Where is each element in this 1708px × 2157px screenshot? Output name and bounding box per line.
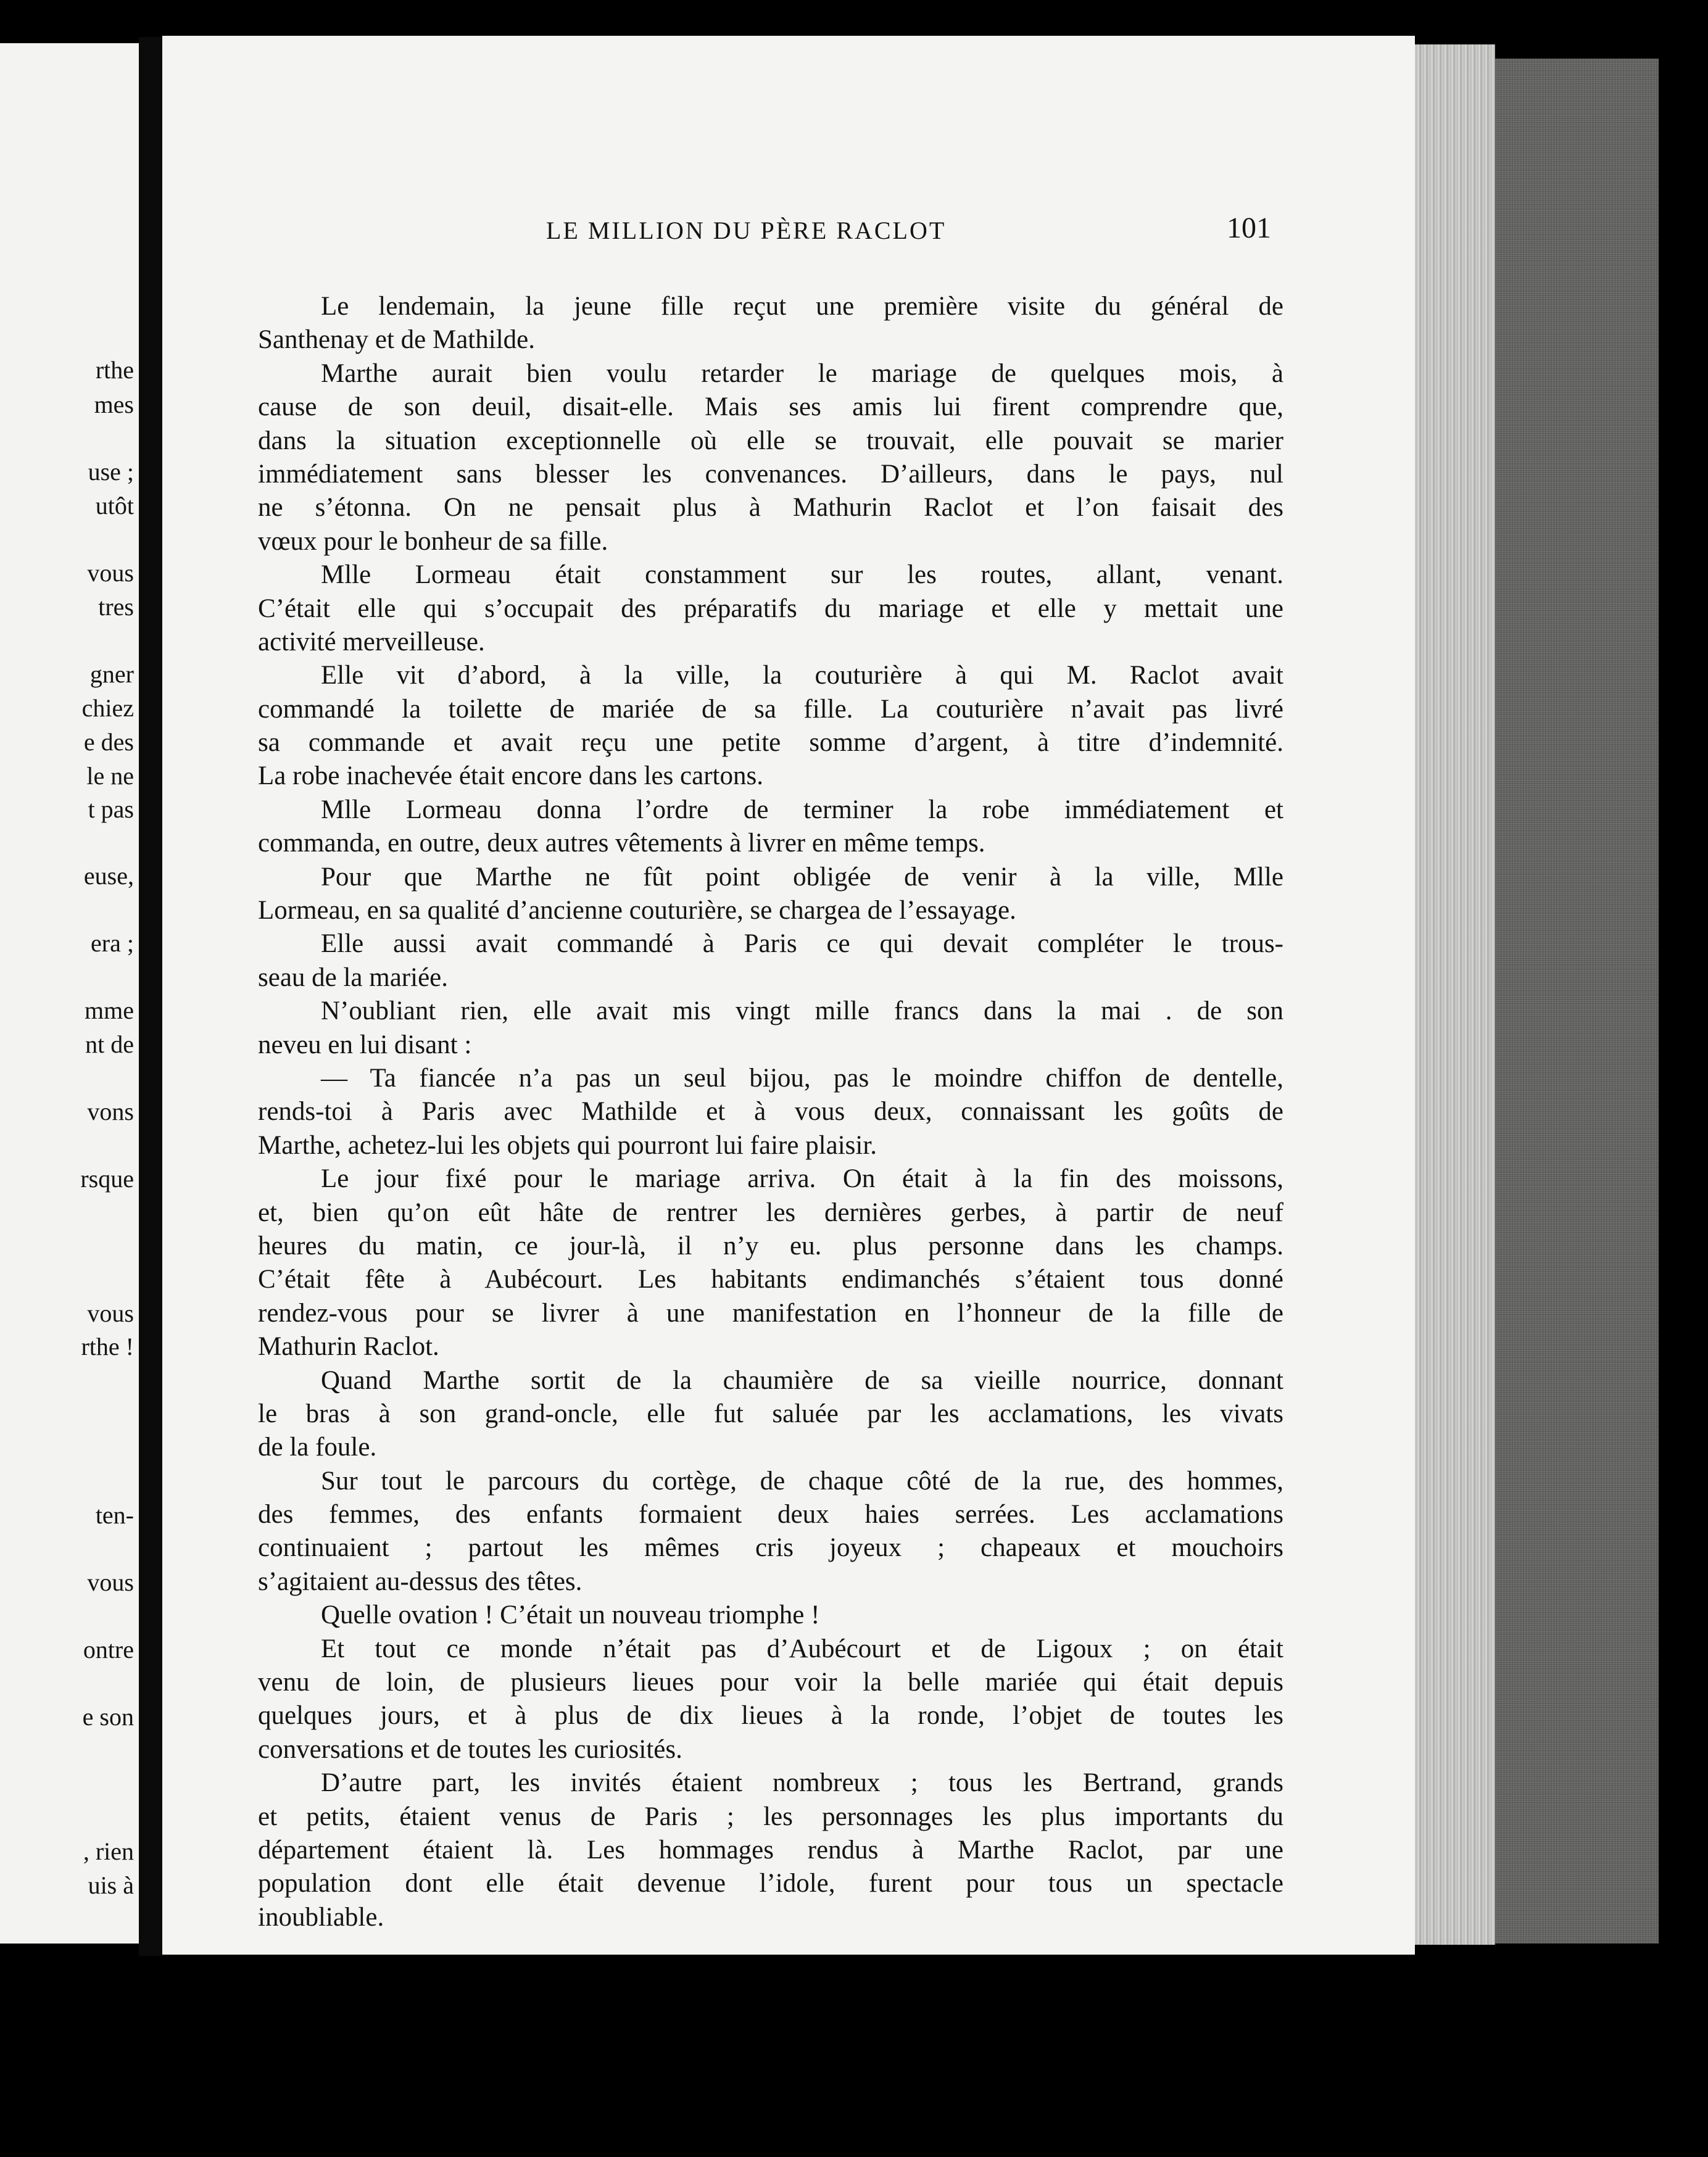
text-line: D’autre part, les invités étaient nombreux ; tous les Bertrand, grands — [321, 1768, 1283, 1798]
text-line: heures du matin, ce jour-là, il n’y eu. plus personne dans les champs. — [258, 1231, 1283, 1261]
running-title: LE MILLION DU PÈRE RACLOT — [546, 217, 947, 244]
left-page-fragment: vous — [87, 1568, 134, 1596]
text-line: Marthe, achetez-lui les objets qui pourront lui faire plaisir. — [258, 1130, 877, 1160]
left-page-fragment: mme — [85, 996, 134, 1024]
left-page-fragment: euse, — [83, 862, 134, 890]
text-line: cause de son deuil, disait-elle. Mais ses amis lui firent comprendre que, — [258, 392, 1283, 422]
text-line: sa commande et avait reçu une petite somme d’argent, à titre d’indemnité. — [258, 728, 1283, 758]
left-page-fragment: t pas — [88, 795, 134, 823]
page-edges — [1415, 44, 1495, 1945]
text-line: et petits, étaient venus de Paris ; les personnages les plus importants du — [258, 1802, 1283, 1831]
left-page-fragment: chiez — [81, 694, 134, 722]
text-line: La robe inachevée était encore dans les cartons. — [258, 761, 763, 791]
left-page-fragment: ten- — [95, 1501, 134, 1529]
text-line: — Ta fiancée n’a pas un seul bijou, pas le moindre chiffon de dentelle, — [321, 1063, 1283, 1093]
text-line: neveu en lui disant : — [258, 1030, 472, 1059]
text-line: N’oubliant rien, elle avait mis vingt mille francs dans la mai . de son — [321, 996, 1283, 1026]
book-gutter — [139, 37, 162, 1956]
text-line: Sur tout le parcours du cortège, de chaque côté de la rue, des hommes, — [321, 1466, 1283, 1496]
left-page-fragment: rsque — [80, 1165, 134, 1193]
text-line: seau de la mariée. — [258, 963, 448, 992]
text-line: Elle vit d’abord, à la ville, la couturière à qui M. Raclot avait — [321, 661, 1283, 690]
text-line: de la foule. — [258, 1433, 377, 1462]
text-line: Lormeau, en sa qualité d’ancienne couturière, se chargea de l’essayage. — [258, 896, 1016, 925]
left-page-fragment: e des — [83, 728, 134, 756]
text-line: Santhenay et de Mathilde. — [258, 325, 535, 355]
text-line: Pour que Marthe ne fût point obligée de venir à la ville, Mlle — [321, 862, 1283, 892]
running-header — [358, 211, 1271, 248]
left-page-fragment: vous — [87, 559, 134, 587]
text-line: inoubliable. — [258, 1902, 384, 1932]
text-line: Quand Marthe sortit de la chaumière de sa vieille nourrice, donnant — [321, 1365, 1283, 1395]
text-line: des femmes, des enfants formaient deux haies serrées. Les acclamations — [258, 1500, 1283, 1530]
text-line: quelques jours, et à plus de dix lieues à la ronde, l’objet de toutes les — [258, 1701, 1283, 1731]
text-line: rendez-vous pour se livrer à une manifestation en l’honneur de la fille de — [258, 1298, 1283, 1328]
text-line: Mlle Lormeau était constamment sur les routes, allant, venant. — [321, 560, 1283, 590]
text-line: Elle aussi avait commandé à Paris ce qui devait compléter le trous- — [321, 929, 1283, 959]
left-page-fragment: rthe — [95, 356, 134, 384]
text-line: commandé la toilette de mariée de sa fille. La couturière n’avait pas livré — [258, 694, 1283, 724]
text-line: Quelle ovation ! C’était un nouveau triomphe ! — [321, 1600, 820, 1630]
left-page-fragment: rthe ! — [81, 1333, 134, 1360]
text-line: conversations et de toutes les curiosités. — [258, 1734, 682, 1764]
left-page-fragment: , rien — [83, 1837, 134, 1865]
left-page-fragment: mes — [94, 391, 134, 418]
text-line: immédiatement sans blesser les convenances. D’ailleurs, dans le pays, nul — [258, 459, 1283, 489]
text-line: Mathurin Raclot. — [258, 1332, 439, 1362]
left-page-fragment: use ; — [88, 458, 134, 486]
text-line: rends-toi à Paris avec Mathilde et à vous deux, connaissant les goûts de — [258, 1097, 1283, 1127]
left-page-fragment: le ne — [86, 762, 134, 790]
text-line: venu de loin, de plusieurs lieues pour voir la belle mariée qui était depuis — [258, 1668, 1283, 1697]
text-line: population dont elle était devenue l’idole, furent pour tous un spectacle — [258, 1869, 1283, 1898]
left-page-fragment: nt de — [85, 1030, 134, 1058]
text-line: département étaient là. Les hommages rendus à Marthe Raclot, par une — [258, 1835, 1283, 1865]
text-line: activité merveilleuse. — [258, 627, 485, 656]
text-line: commanda, en outre, deux autres vêtements à livrer en même temps. — [258, 829, 985, 858]
text-line: Et tout ce monde n’était pas d’Aubécourt et de Ligoux ; on était — [321, 1634, 1283, 1663]
text-line: Mlle Lormeau donna l’ordre de terminer la robe immédiatement et — [321, 795, 1283, 824]
left-page-fragment: gner — [89, 660, 134, 688]
text-line: vœux pour le bonheur de sa fille. — [258, 526, 608, 556]
text-line: C’était elle qui s’occupait des préparatifs du mariage et elle y mettait une — [258, 594, 1283, 623]
left-facing-page — [0, 43, 139, 1944]
left-page-fragment: utôt — [95, 492, 134, 520]
body-text — [258, 290, 1283, 1934]
left-page-fragment: e son — [82, 1703, 134, 1731]
text-line: Marthe aurait bien voulu retarder le mariage de quelques mois, à — [321, 358, 1283, 388]
text-line: dans la situation exceptionnelle où elle se trouvait, elle pouvait se marier — [258, 426, 1283, 455]
left-page-fragment: uis à — [88, 1871, 134, 1899]
left-page-fragment: ontre — [83, 1636, 134, 1663]
text-line: ne s’étonna. On ne pensait plus à Mathurin Raclot et l’on faisait des — [258, 493, 1283, 523]
text-line: C’était fête à Aubécourt. Les habitants endimanchés s’étaient tous donné — [258, 1265, 1283, 1294]
left-page-fragment: era ; — [91, 929, 134, 957]
text-line: Le jour fixé pour le mariage arriva. On était à la fin des moissons, — [321, 1164, 1283, 1194]
text-line: le bras à son grand-oncle, elle fut saluée par les acclamations, les vivats — [258, 1399, 1283, 1428]
text-line: continuaient ; partout les mêmes cris joyeux ; chapeaux et mouchoirs — [258, 1533, 1283, 1563]
page-number: 101 — [1227, 212, 1271, 244]
left-page-fragment: tres — [98, 593, 134, 621]
text-line: et, bien qu’on eût hâte de rentrer les dernières gerbes, à partir de neuf — [258, 1198, 1283, 1227]
text-line: s’agitaient au-dessus des têtes. — [258, 1567, 582, 1596]
left-page-fragment: vous — [87, 1299, 134, 1327]
book-cover — [1495, 59, 1659, 1944]
text-line: Le lendemain, la jeune fille reçut une première visite du général de — [321, 292, 1283, 321]
left-page-fragment: vons — [87, 1098, 134, 1125]
